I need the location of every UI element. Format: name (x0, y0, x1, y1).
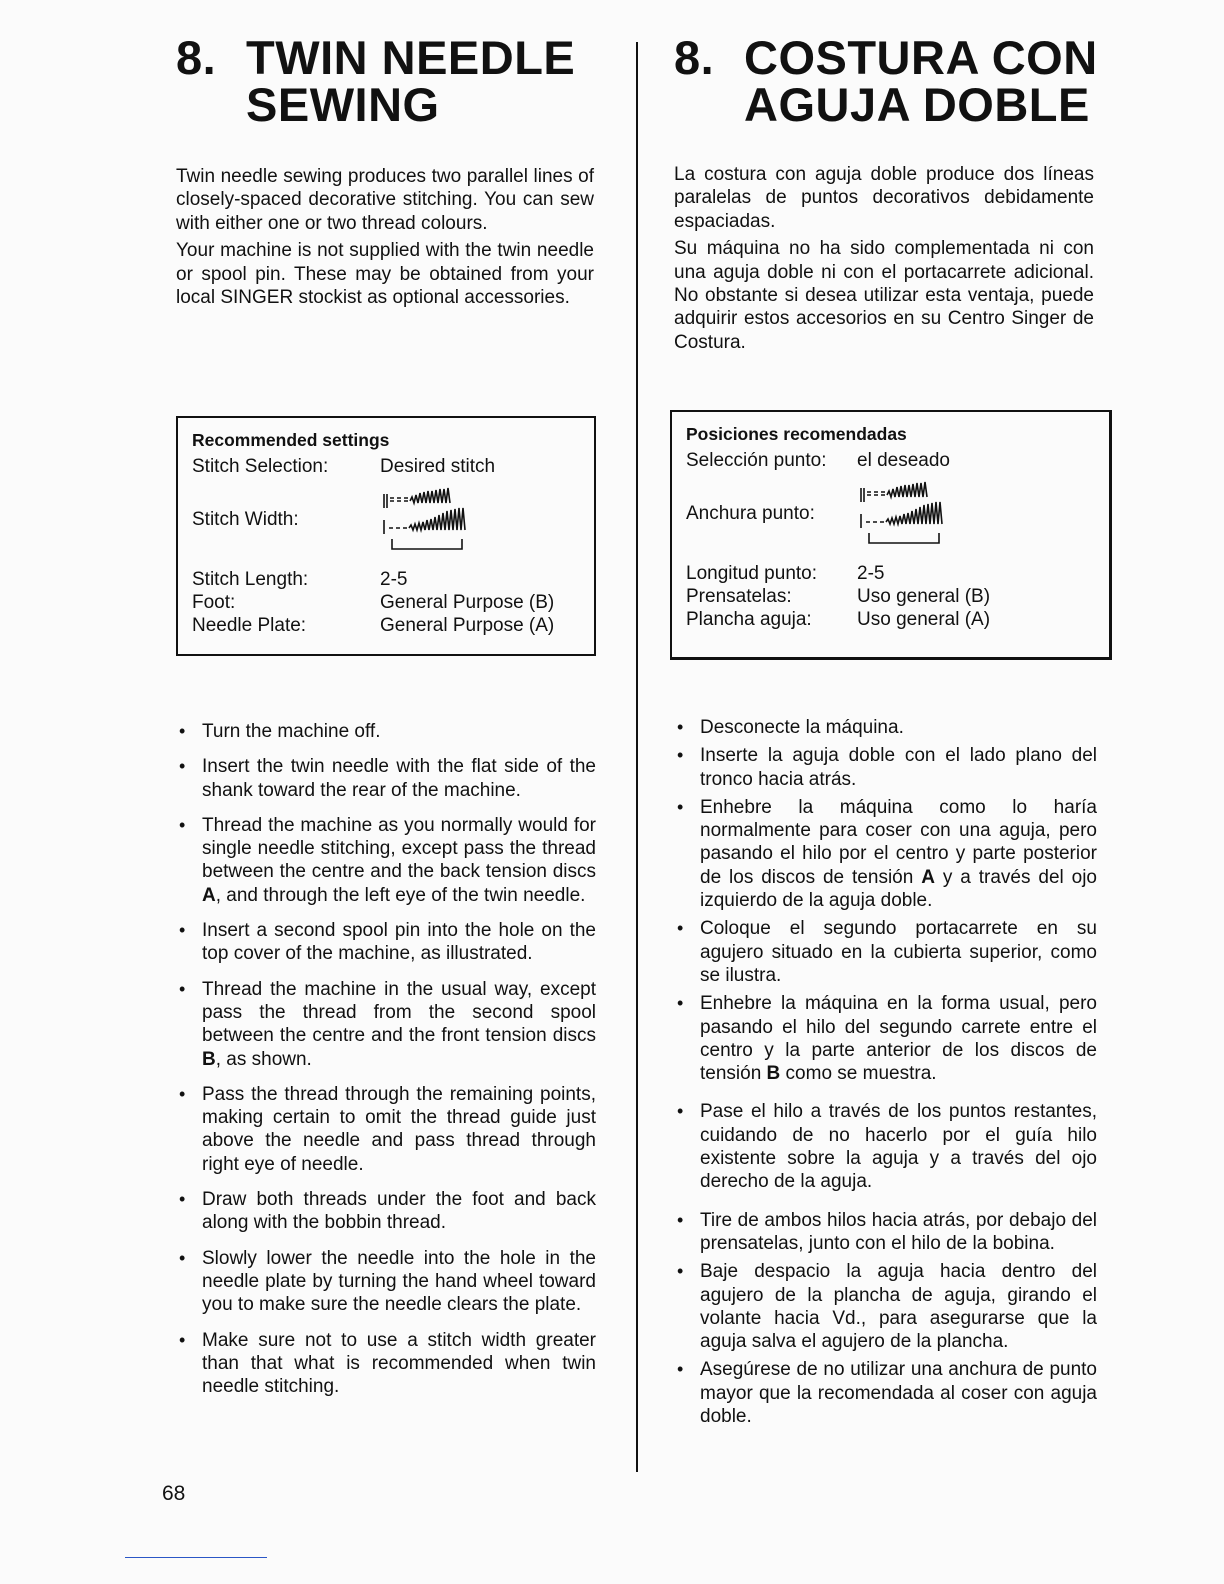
intro-paragraph: La costura con aguja doble produce dos líneas paralelas de puntos decorativos debidamente espaciadas. (674, 164, 1094, 232)
intro-paragraph: Twin needle sewing produces two parallel lines of closely-spaced decorative stitching. You can sew with either one or two thread colours. (176, 166, 594, 234)
bold-label: B (766, 1063, 781, 1085)
list-item: • Pass the thread through the remaining points, making certain to omit the thread guide just above the needle and pass thread through right eye of needle. (174, 1083, 596, 1176)
settings-row-width (686, 472, 1095, 554)
list-item: • Tire de ambos hilos hacia atrás, por debajo del prensatelas, junto con el hilo de la bobina. (672, 1209, 1097, 1256)
settings-row-width (192, 478, 580, 560)
intro-paragraph: Su máquina no ha sido complementada ni con una aguja doble ni con el portacarrete adicional. No obstante si desea utilizar esta ventaja, puede adquirir estos accesorios en su Centro Singer de Costura. (674, 238, 1094, 353)
list-item: • Thread the machine as you normally would for single needle stitching, except pass the thread between the centre and the back tension discs A, and through the left eye of the twin needle. (174, 814, 596, 907)
settings-row-plate (192, 614, 580, 637)
title-number: 8. (674, 31, 715, 84)
settings-value: Uso general (A) (857, 609, 991, 630)
recommended-settings-box (176, 416, 596, 656)
bold-label: A (921, 866, 935, 888)
settings-row-selection (192, 455, 580, 478)
stitch-width-dial-icon (857, 478, 987, 548)
settings-label: Anchura punto: (686, 502, 815, 524)
list-item: • Inserte la aguja doble con el lado plano del tronco hacia atrás. (672, 744, 1097, 791)
list-item: • Slowly lower the needle into the hole in the needle plate by turning the hand wheel toward you to make sure the needle clears the plate. (174, 1247, 596, 1317)
settings-label: Stitch Selection: (192, 456, 329, 477)
title-line-2: SEWING (246, 78, 440, 131)
bold-label: A (202, 884, 216, 906)
stitch-width-dial-icon (380, 484, 510, 554)
settings-value: 2-5 (380, 569, 408, 590)
intro-paragraph: Your machine is not supplied with the twin needle or spool pin. These may be obtained from your local SINGER stockist as optional accessories. (176, 240, 594, 309)
settings-value: General Purpose (A) (380, 615, 555, 636)
settings-row-plate (686, 608, 1095, 631)
list-item: • Make sure not to use a stitch width greater than that what is recommended when twin needle stitching. (174, 1329, 596, 1399)
steps-list-english (174, 720, 596, 1410)
settings-value: el deseado (857, 450, 950, 471)
settings-label: Prensatelas: (686, 586, 792, 607)
footer-rule (125, 1557, 267, 1558)
list-item: • Enhebre la máquina como lo haría normalmente para coser con una aguja, pero pasando el hilo por el centro y parte posterior de los discos de tensión A y a través del ojo izquierdo de la aguja doble. (672, 796, 1097, 912)
page-title-spanish (674, 31, 1098, 131)
title-number: 8. (176, 31, 217, 84)
settings-title: Posiciones recomendadas (686, 424, 907, 444)
settings-value: 2-5 (857, 563, 885, 584)
settings-row-selection (686, 449, 1095, 472)
settings-value: Desired stitch (380, 456, 496, 477)
recommended-settings-box (670, 410, 1112, 660)
list-item: • Pase el hilo a través de los puntos restantes, cuidando de no hacerlo por el guía hilo existente sobre la aguja y a través del ojo derecho de la aguja. (672, 1100, 1097, 1193)
steps-list-spanish (672, 716, 1097, 1433)
list-item: • Thread the machine in the usual way, except pass the thread from the second spool between the centre and the front tension discs B, as shown. (174, 978, 596, 1071)
settings-row-length (192, 568, 580, 591)
page-title-english (176, 31, 576, 131)
settings-row-foot (192, 591, 580, 614)
settings-value: General Purpose (B) (380, 592, 555, 613)
list-item: • Enhebre la máquina en la forma usual, pero pasando el hilo del segundo carrete entre el centro y la parte anterior de los discos de tensión B como se muestra. (672, 992, 1097, 1085)
list-item: • Insert the twin needle with the flat side of the shank toward the rear of the machine. (174, 755, 596, 802)
title-line-1: TWIN NEEDLE (246, 31, 576, 84)
list-item: • Baje despacio la aguja hacia dentro del agujero de la plancha de aguja, girando el volante hacia Vd., para asegurarse que la aguja salva el agujero de la plancha. (672, 1260, 1097, 1353)
settings-row-foot (686, 585, 1095, 608)
settings-label: Stitch Length: (192, 569, 309, 590)
title-line-1: COSTURA CON (744, 31, 1098, 84)
list-item: • Asegúrese de no utilizar una anchura de punto mayor que la recomendada al coser con aguja doble. (672, 1358, 1097, 1428)
list-item: • Draw both threads under the foot and back along with the bobbin thread. (174, 1188, 596, 1235)
intro-english (176, 165, 594, 313)
settings-label: Plancha aguja: (686, 609, 812, 630)
settings-label: Selección punto: (686, 450, 827, 471)
list-item: • Insert a second spool pin into the hole on the top cover of the machine, as illustrated. (174, 919, 596, 966)
title-line-2: AGUJA DOBLE (744, 78, 1090, 131)
intro-spanish (674, 163, 1094, 358)
page-number: 68 (162, 1482, 186, 1505)
settings-label: Foot: (192, 592, 236, 613)
settings-label: Stitch Width: (192, 508, 299, 530)
settings-title: Recommended settings (192, 430, 390, 450)
settings-row-length (686, 562, 1095, 585)
settings-label: Longitud punto: (686, 563, 818, 584)
list-item: • Desconecte la máquina. (672, 716, 1097, 739)
bold-label: B (202, 1048, 216, 1070)
settings-value: Uso general (B) (857, 586, 991, 607)
list-item: • Coloque el segundo portacarrete en su agujero situado en la cubierta superior, como se ilustra. (672, 917, 1097, 987)
settings-label: Needle Plate: (192, 615, 307, 636)
column-divider (636, 42, 638, 1472)
list-item: • Turn the machine off. (174, 720, 596, 743)
